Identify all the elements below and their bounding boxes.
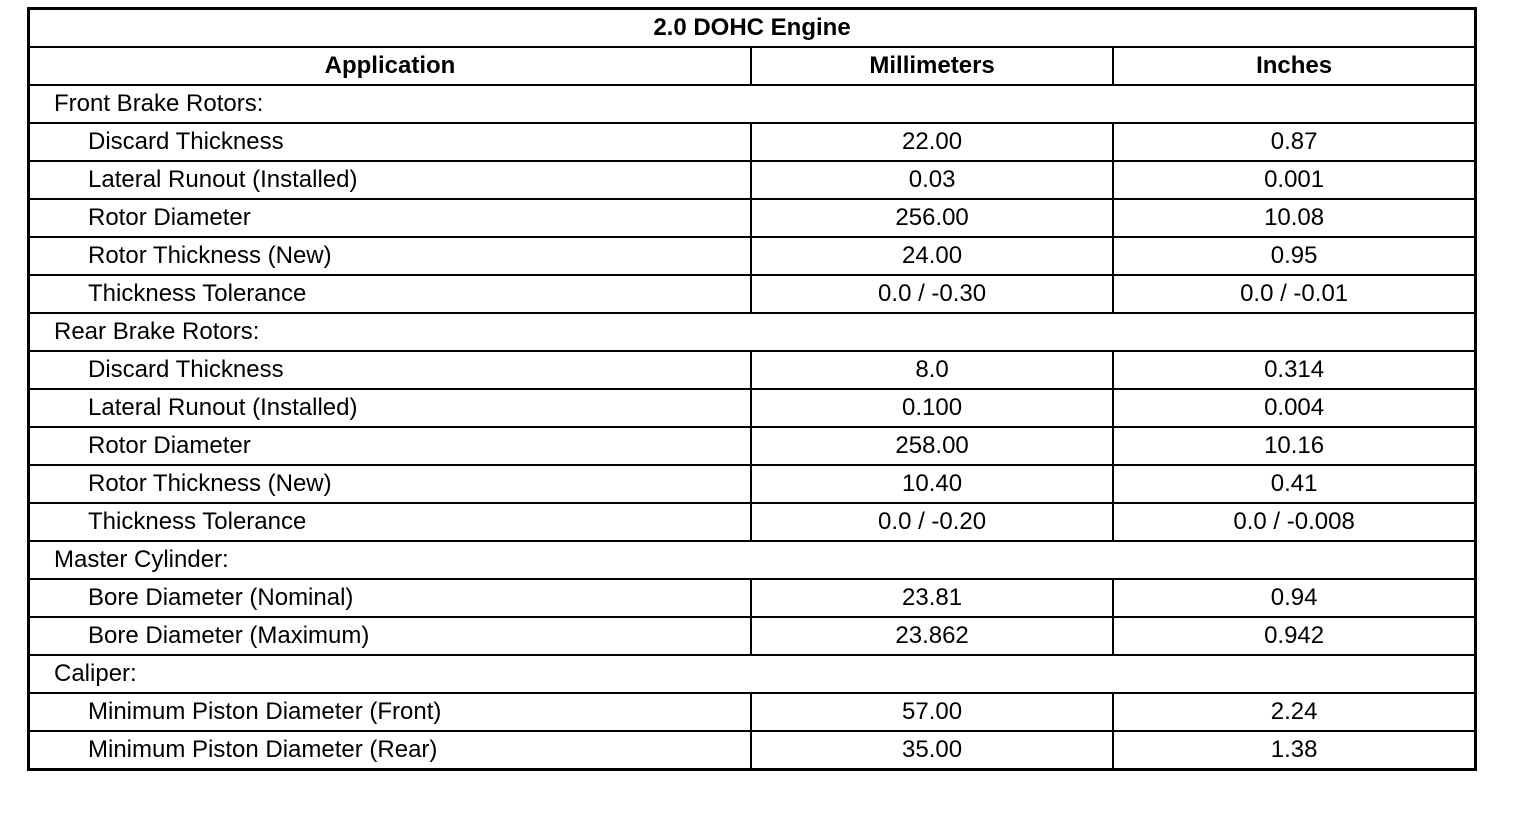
row-mm-value: 24.00 — [751, 237, 1113, 275]
row-label: Discard Thickness — [29, 351, 751, 389]
table-title-row — [29, 9, 1476, 48]
row-mm-value: 23.81 — [751, 579, 1113, 617]
row-mm-value: 0.03 — [751, 161, 1113, 199]
row-in-value: 0.004 — [1113, 389, 1475, 427]
row-label: Bore Diameter (Nominal) — [29, 579, 751, 617]
table-row — [29, 465, 1476, 503]
section-row-master-cylinder — [29, 541, 1476, 579]
table-row — [29, 123, 1476, 161]
row-mm-value: 0.0 / -0.20 — [751, 503, 1113, 541]
row-mm-value: 256.00 — [751, 199, 1113, 237]
table-row — [29, 275, 1476, 313]
table-row — [29, 351, 1476, 389]
row-in-value: 10.16 — [1113, 427, 1475, 465]
table-row — [29, 731, 1476, 770]
row-in-value: 0.001 — [1113, 161, 1475, 199]
table-title: 2.0 DOHC Engine — [29, 9, 1476, 48]
row-label: Rotor Thickness (New) — [29, 465, 751, 503]
table-row — [29, 503, 1476, 541]
row-mm-value: 0.0 / -0.30 — [751, 275, 1113, 313]
section-row-caliper — [29, 655, 1476, 693]
row-label: Discard Thickness — [29, 123, 751, 161]
header-application: Application — [29, 47, 751, 85]
table-header-row — [29, 47, 1476, 85]
section-row-front-brake-rotors — [29, 85, 1476, 123]
section-row-rear-brake-rotors — [29, 313, 1476, 351]
row-label: Rotor Thickness (New) — [29, 237, 751, 275]
section-label: Front Brake Rotors: — [29, 85, 1476, 123]
table-row — [29, 237, 1476, 275]
header-millimeters: Millimeters — [751, 47, 1113, 85]
row-in-value: 0.94 — [1113, 579, 1475, 617]
row-in-value: 0.314 — [1113, 351, 1475, 389]
row-mm-value: 8.0 — [751, 351, 1113, 389]
row-in-value: 0.95 — [1113, 237, 1475, 275]
table-row — [29, 693, 1476, 731]
row-label: Minimum Piston Diameter (Rear) — [29, 731, 751, 770]
table-row — [29, 161, 1476, 199]
row-label: Lateral Runout (Installed) — [29, 161, 751, 199]
table-row — [29, 579, 1476, 617]
row-in-value: 0.41 — [1113, 465, 1475, 503]
row-in-value: 2.24 — [1113, 693, 1475, 731]
table-row — [29, 617, 1476, 655]
row-in-value: 0.0 / -0.01 — [1113, 275, 1475, 313]
row-label: Thickness Tolerance — [29, 503, 751, 541]
table-row — [29, 199, 1476, 237]
row-mm-value: 35.00 — [751, 731, 1113, 770]
row-label: Bore Diameter (Maximum) — [29, 617, 751, 655]
row-in-value: 0.87 — [1113, 123, 1475, 161]
row-mm-value: 10.40 — [751, 465, 1113, 503]
row-label: Minimum Piston Diameter (Front) — [29, 693, 751, 731]
section-label: Rear Brake Rotors: — [29, 313, 1476, 351]
row-in-value: 0.942 — [1113, 617, 1475, 655]
row-label: Rotor Diameter — [29, 199, 751, 237]
section-label: Master Cylinder: — [29, 541, 1476, 579]
header-inches: Inches — [1113, 47, 1475, 85]
row-in-value: 10.08 — [1113, 199, 1475, 237]
row-mm-value: 0.100 — [751, 389, 1113, 427]
row-mm-value: 23.862 — [751, 617, 1113, 655]
table-row — [29, 427, 1476, 465]
row-in-value: 0.0 / -0.008 — [1113, 503, 1475, 541]
row-label: Rotor Diameter — [29, 427, 751, 465]
brake-spec-table — [27, 7, 1477, 771]
row-mm-value: 22.00 — [751, 123, 1113, 161]
row-mm-value: 258.00 — [751, 427, 1113, 465]
row-label: Thickness Tolerance — [29, 275, 751, 313]
row-label: Lateral Runout (Installed) — [29, 389, 751, 427]
row-mm-value: 57.00 — [751, 693, 1113, 731]
section-label: Caliper: — [29, 655, 1476, 693]
table-row — [29, 389, 1476, 427]
row-in-value: 1.38 — [1113, 731, 1475, 770]
